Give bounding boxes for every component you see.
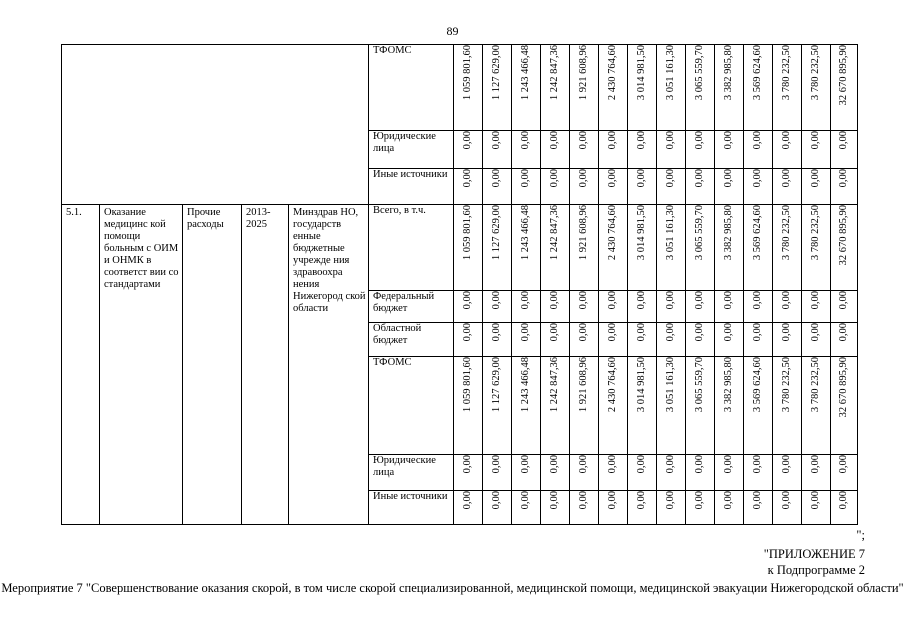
amount-value: 0,00 (549, 323, 560, 342)
amount-value: 3 780 232,50 (781, 205, 792, 261)
value-cell (744, 291, 773, 323)
value-cell (512, 291, 541, 323)
amount-value: 3 569 624,60 (752, 45, 763, 101)
amount-value: 0,00 (549, 131, 560, 150)
amount-value: 0,00 (520, 491, 531, 510)
value-cell (831, 291, 858, 323)
measure-caption: Мероприятие 7 "Совершенствование оказания скорой, в том числе скорой специализированной, медицинской помощи, медицинской эвакуации Нижегородской области" (1, 581, 904, 595)
amount-value: 1 059 801,60 (462, 205, 473, 261)
value-cell (454, 169, 483, 205)
amount-value: 0,00 (491, 491, 502, 510)
amount-value: 1 242 847,36 (549, 205, 560, 261)
value-cell (744, 45, 773, 131)
amount-value: 3 780 232,50 (810, 357, 821, 413)
amount-value: 1 243 466,48 (520, 357, 531, 413)
amount-value: 0,00 (520, 323, 531, 342)
amount-value: 0,00 (578, 131, 589, 150)
closing-quote: "; (856, 528, 865, 542)
amount-value: 3 065 559,70 (694, 45, 705, 101)
amount-value: 0,00 (781, 291, 792, 310)
amount-value: 0,00 (636, 131, 647, 150)
value-cell (686, 491, 715, 525)
value-cell (657, 323, 686, 357)
value-cell (686, 357, 715, 455)
amount-value: 1 127 629,00 (491, 357, 502, 413)
value-cell (831, 455, 858, 491)
amount-value: 0,00 (781, 455, 792, 474)
amount-value: 0,00 (549, 291, 560, 310)
amount-value: 2 430 764,60 (607, 357, 618, 413)
value-cell (715, 455, 744, 491)
value-cell (686, 455, 715, 491)
value-cell (744, 205, 773, 291)
value-cell (483, 205, 512, 291)
amount-value: 0,00 (491, 131, 502, 150)
amount-value: 0,00 (549, 491, 560, 510)
value-cell (773, 357, 802, 455)
appendix-subtitle: к Подпрограмме 2 (767, 563, 865, 577)
amount-value: 3 780 232,50 (810, 205, 821, 261)
value-cell (512, 169, 541, 205)
amount-value: 0,00 (838, 169, 849, 188)
amount-value: 0,00 (810, 323, 821, 342)
amount-value: 0,00 (694, 455, 705, 474)
value-cell (541, 291, 570, 323)
amount-value: 0,00 (462, 169, 473, 188)
amount-value: 3 569 624,60 (752, 357, 763, 413)
amount-value: 0,00 (665, 323, 676, 342)
value-cell (715, 205, 744, 291)
amount-value: 0,00 (607, 291, 618, 310)
funding-source: Иные источники (369, 169, 454, 205)
amount-value: 0,00 (578, 455, 589, 474)
value-cell (657, 491, 686, 525)
value-cell (599, 323, 628, 357)
value-cell (802, 205, 831, 291)
value-cell (802, 131, 831, 169)
value-cell (454, 291, 483, 323)
value-cell (454, 323, 483, 357)
value-cell (541, 45, 570, 131)
value-cell (570, 131, 599, 169)
value-cell (541, 455, 570, 491)
amount-value: 32 670 895,90 (838, 357, 849, 418)
value-cell (744, 491, 773, 525)
amount-value: 0,00 (549, 169, 560, 188)
value-cell (483, 131, 512, 169)
amount-value: 3 382 985,80 (723, 205, 734, 261)
value-cell (483, 291, 512, 323)
value-cell (541, 323, 570, 357)
value-cell (541, 169, 570, 205)
value-cell (599, 205, 628, 291)
amount-value: 0,00 (752, 455, 763, 474)
value-cell (483, 323, 512, 357)
value-cell (802, 357, 831, 455)
value-cell (686, 323, 715, 357)
value-cell (715, 131, 744, 169)
value-cell (541, 357, 570, 455)
amount-value: 0,00 (491, 323, 502, 342)
amount-value: 0,00 (607, 169, 618, 188)
value-cell (744, 455, 773, 491)
value-cell (686, 205, 715, 291)
amount-value: 0,00 (520, 455, 531, 474)
value-cell (628, 291, 657, 323)
amount-value: 3 051 161,30 (665, 205, 676, 261)
value-cell (831, 45, 858, 131)
amount-value: 0,00 (665, 455, 676, 474)
amount-value: 0,00 (462, 291, 473, 310)
value-cell (773, 169, 802, 205)
amount-value: 3 014 981,50 (636, 205, 647, 261)
amount-value: 0,00 (752, 323, 763, 342)
value-cell (715, 491, 744, 525)
amount-value: 3 014 981,50 (636, 357, 647, 413)
amount-value: 0,00 (636, 491, 647, 510)
value-cell (831, 357, 858, 455)
value-cell (657, 205, 686, 291)
amount-value: 0,00 (694, 323, 705, 342)
amount-value: 0,00 (607, 131, 618, 150)
amount-value: 1 059 801,60 (462, 45, 473, 101)
value-cell (773, 205, 802, 291)
amount-value: 0,00 (491, 291, 502, 310)
funding-source: ТФОМС (369, 357, 454, 455)
amount-value: 0,00 (723, 169, 734, 188)
amount-value: 32 670 895,90 (838, 205, 849, 266)
value-cell (483, 455, 512, 491)
value-cell (773, 131, 802, 169)
amount-value: 32 670 895,90 (838, 45, 849, 106)
value-cell (831, 131, 858, 169)
value-cell (628, 205, 657, 291)
amount-value: 0,00 (491, 455, 502, 474)
amount-value: 3 014 981,50 (636, 45, 647, 101)
value-cell (628, 45, 657, 131)
amount-value: 2 430 764,60 (607, 205, 618, 261)
amount-value: 0,00 (520, 291, 531, 310)
value-cell (715, 291, 744, 323)
value-cell (483, 491, 512, 525)
value-cell (773, 323, 802, 357)
amount-value: 0,00 (723, 455, 734, 474)
value-cell (599, 455, 628, 491)
amount-value: 0,00 (838, 491, 849, 510)
value-cell (628, 491, 657, 525)
appendix-title: "ПРИЛОЖЕНИЕ 7 (763, 547, 865, 561)
value-cell (802, 455, 831, 491)
value-cell (570, 323, 599, 357)
funding-source: Федеральный бюджет (369, 291, 454, 323)
value-cell (831, 323, 858, 357)
value-cell (599, 45, 628, 131)
amount-value: 3 065 559,70 (694, 357, 705, 413)
amount-value: 3 569 624,60 (752, 205, 763, 261)
amount-value: 0,00 (810, 131, 821, 150)
value-cell (628, 357, 657, 455)
amount-value: 0,00 (549, 455, 560, 474)
amount-value: 0,00 (810, 455, 821, 474)
funding-source: Иные источники (369, 491, 454, 525)
amount-value: 0,00 (838, 323, 849, 342)
amount-value: 0,00 (665, 169, 676, 188)
value-cell (657, 45, 686, 131)
amount-value: 0,00 (665, 131, 676, 150)
value-cell (744, 131, 773, 169)
value-cell (628, 323, 657, 357)
amount-value: 1 242 847,36 (549, 45, 560, 101)
value-cell (512, 205, 541, 291)
amount-value: 1 243 466,48 (520, 45, 531, 101)
value-cell (628, 131, 657, 169)
amount-value: 0,00 (723, 131, 734, 150)
amount-value: 3 780 232,50 (781, 45, 792, 101)
value-cell (599, 491, 628, 525)
value-cell (657, 357, 686, 455)
continuation-blank (62, 45, 369, 205)
value-cell (831, 491, 858, 525)
amount-value: 1 242 847,36 (549, 357, 560, 413)
amount-value: 0,00 (781, 131, 792, 150)
value-cell (802, 491, 831, 525)
value-cell (657, 291, 686, 323)
value-cell (541, 491, 570, 525)
value-cell (715, 323, 744, 357)
amount-value: 0,00 (462, 491, 473, 510)
amount-value: 0,00 (838, 131, 849, 150)
amount-value: 0,00 (694, 169, 705, 188)
value-cell (570, 491, 599, 525)
amount-value: 3 780 232,50 (781, 357, 792, 413)
amount-value: 0,00 (578, 291, 589, 310)
amount-value: 0,00 (694, 131, 705, 150)
value-cell (773, 491, 802, 525)
amount-value: 0,00 (491, 169, 502, 188)
amount-value: 3 780 232,50 (810, 45, 821, 101)
page-number: 89 (446, 24, 459, 38)
value-cell (570, 357, 599, 455)
value-cell (570, 45, 599, 131)
value-cell (512, 45, 541, 131)
funding-source: ТФОМС (369, 45, 454, 131)
amount-value: 0,00 (752, 491, 763, 510)
value-cell (686, 291, 715, 323)
funding-source: Юридические лица (369, 131, 454, 169)
amount-value: 3 382 985,80 (723, 357, 734, 413)
amount-value: 2 430 764,60 (607, 45, 618, 101)
value-cell (599, 357, 628, 455)
amount-value: 1 921 608,96 (578, 45, 589, 101)
amount-value: 0,00 (462, 131, 473, 150)
value-cell (628, 169, 657, 205)
value-cell (744, 357, 773, 455)
funding-source: Юридические лица (369, 455, 454, 491)
amount-value: 0,00 (838, 455, 849, 474)
amount-value: 0,00 (607, 455, 618, 474)
amount-value: 0,00 (752, 291, 763, 310)
amount-value: 0,00 (781, 491, 792, 510)
value-cell (831, 205, 858, 291)
amount-value: 0,00 (636, 455, 647, 474)
amount-value: 1 921 608,96 (578, 205, 589, 261)
amount-value: 1 243 466,48 (520, 205, 531, 261)
amount-value: 1 127 629,00 (491, 205, 502, 261)
value-cell (802, 323, 831, 357)
funding-table (61, 44, 858, 525)
funding-source: Всего, в т.ч. (369, 205, 454, 291)
amount-value: 0,00 (665, 491, 676, 510)
value-cell (483, 357, 512, 455)
value-cell (483, 45, 512, 131)
amount-value: 0,00 (723, 323, 734, 342)
value-cell (599, 169, 628, 205)
amount-value: 0,00 (607, 491, 618, 510)
amount-value: 0,00 (838, 291, 849, 310)
value-cell (715, 357, 744, 455)
value-cell (657, 169, 686, 205)
amount-value: 0,00 (462, 323, 473, 342)
value-cell (512, 455, 541, 491)
amount-value: 0,00 (810, 491, 821, 510)
value-cell (454, 455, 483, 491)
amount-value: 3 065 559,70 (694, 205, 705, 261)
amount-value: 3 051 161,30 (665, 45, 676, 101)
expense-type: Прочие расходы (183, 205, 242, 525)
table-row (62, 45, 858, 131)
value-cell (454, 45, 483, 131)
amount-value: 0,00 (578, 323, 589, 342)
value-cell (541, 205, 570, 291)
amount-value: 0,00 (636, 323, 647, 342)
value-cell (512, 323, 541, 357)
amount-value: 0,00 (462, 455, 473, 474)
amount-value: 0,00 (578, 491, 589, 510)
amount-value: 3 051 161,30 (665, 357, 676, 413)
value-cell (773, 455, 802, 491)
executor: Минздрав НО, государств енные бюджетные учрежде ния здравоохра нения Нижегород ской области (289, 205, 369, 525)
value-cell (773, 291, 802, 323)
value-cell (715, 169, 744, 205)
value-cell (802, 169, 831, 205)
amount-value: 0,00 (607, 323, 618, 342)
item-name: Оказание медицинс кой помощи больным с ОИМ и ОНМК в соответст вии со стандартами (100, 205, 183, 525)
value-cell (512, 131, 541, 169)
value-cell (454, 131, 483, 169)
amount-value: 0,00 (781, 169, 792, 188)
value-cell (570, 455, 599, 491)
value-cell (628, 455, 657, 491)
value-cell (570, 205, 599, 291)
value-cell (483, 169, 512, 205)
amount-value: 0,00 (752, 169, 763, 188)
value-cell (512, 357, 541, 455)
amount-value: 0,00 (781, 323, 792, 342)
funding-source: Областной бюджет (369, 323, 454, 357)
implementation-period: 2013-2025 (242, 205, 289, 525)
value-cell (744, 169, 773, 205)
amount-value: 0,00 (694, 291, 705, 310)
amount-value: 0,00 (723, 291, 734, 310)
amount-value: 0,00 (636, 169, 647, 188)
amount-value: 1 921 608,96 (578, 357, 589, 413)
value-cell (686, 45, 715, 131)
amount-value: 0,00 (636, 291, 647, 310)
value-cell (715, 45, 744, 131)
amount-value: 0,00 (810, 291, 821, 310)
value-cell (744, 323, 773, 357)
amount-value: 0,00 (694, 491, 705, 510)
value-cell (802, 45, 831, 131)
amount-value: 3 382 985,80 (723, 45, 734, 101)
value-cell (454, 491, 483, 525)
value-cell (570, 291, 599, 323)
value-cell (599, 291, 628, 323)
value-cell (773, 45, 802, 131)
item-number: 5.1. (62, 205, 100, 525)
value-cell (802, 291, 831, 323)
amount-value: 0,00 (520, 169, 531, 188)
amount-value: 0,00 (578, 169, 589, 188)
amount-value: 1 059 801,60 (462, 357, 473, 413)
value-cell (541, 131, 570, 169)
value-cell (454, 357, 483, 455)
table-row (62, 205, 858, 291)
amount-value: 1 127 629,00 (491, 45, 502, 101)
value-cell (686, 131, 715, 169)
value-cell (686, 169, 715, 205)
value-cell (454, 205, 483, 291)
value-cell (831, 169, 858, 205)
value-cell (512, 491, 541, 525)
value-cell (570, 169, 599, 205)
amount-value: 0,00 (723, 491, 734, 510)
value-cell (657, 455, 686, 491)
value-cell (657, 131, 686, 169)
amount-value: 0,00 (520, 131, 531, 150)
amount-value: 0,00 (752, 131, 763, 150)
value-cell (599, 131, 628, 169)
amount-value: 0,00 (665, 291, 676, 310)
amount-value: 0,00 (810, 169, 821, 188)
